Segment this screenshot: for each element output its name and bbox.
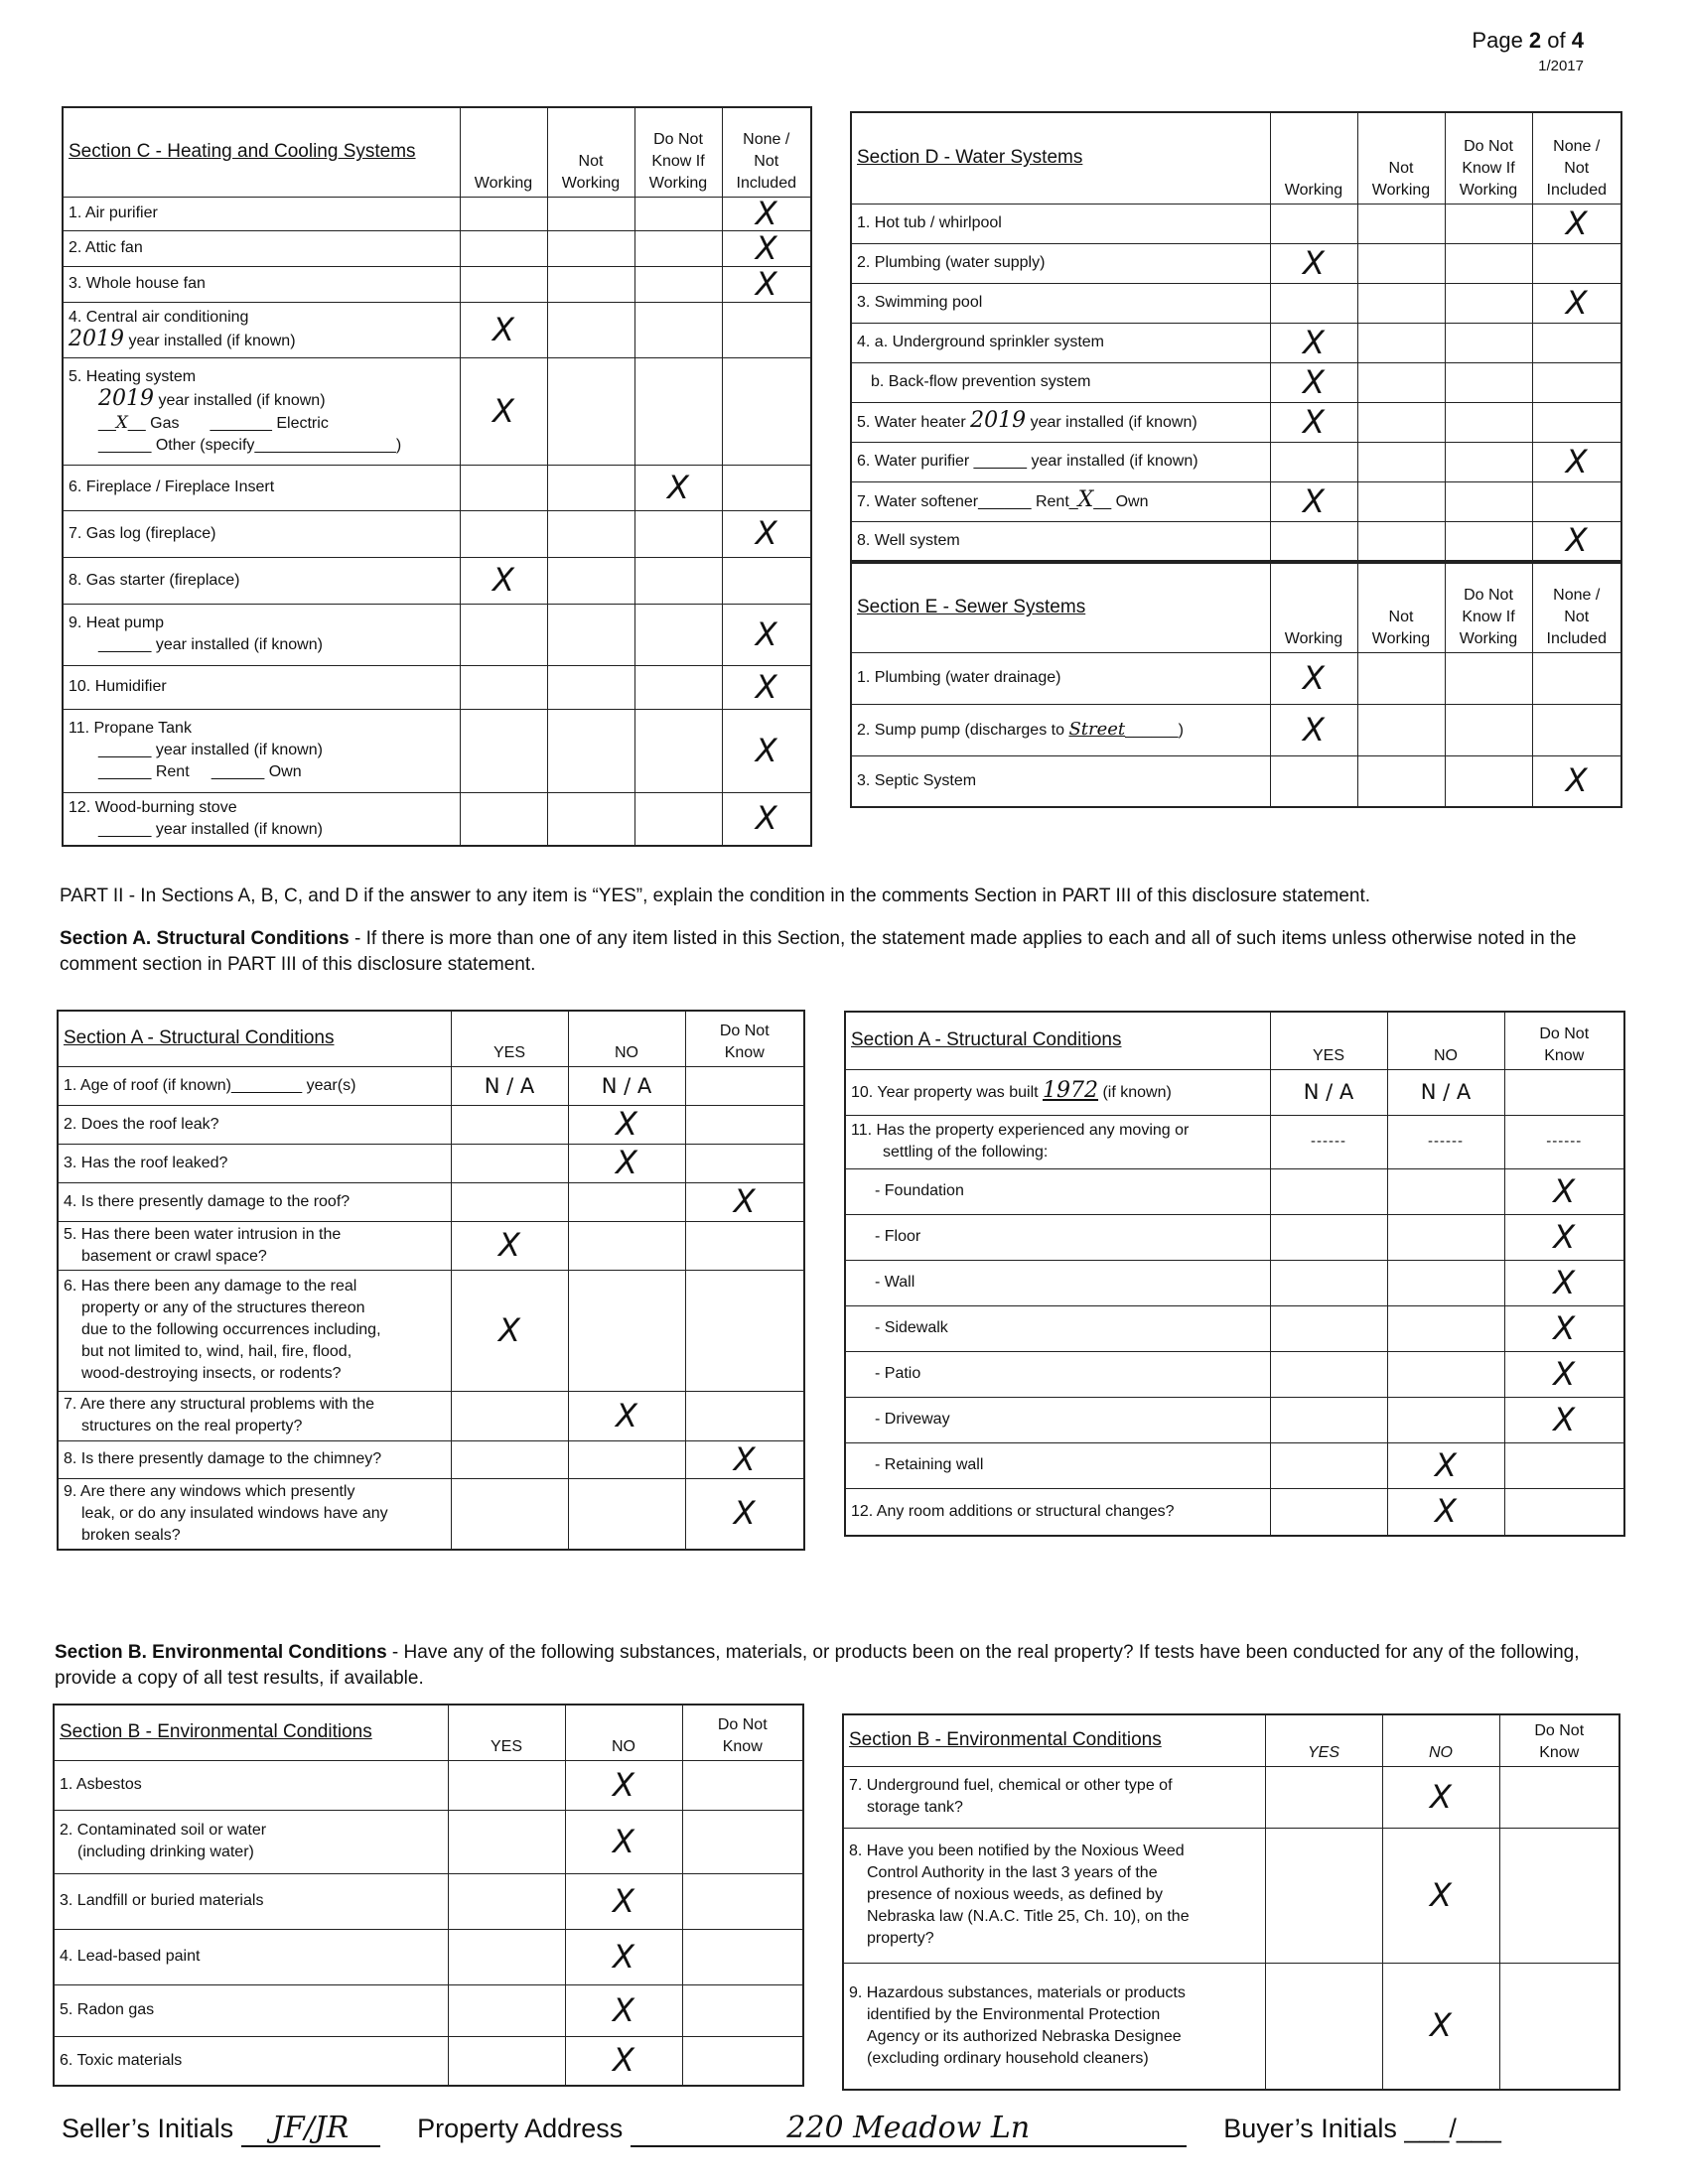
table-row [851, 323, 1621, 362]
check-mark: X [1565, 761, 1588, 800]
col-not-working: Not Working [1357, 112, 1445, 204]
check-mark: X [1430, 1875, 1452, 1914]
check-mark: X [616, 1396, 637, 1434]
item-label: 11. Has the property experienced any moving or settling of the following: [845, 1115, 1270, 1168]
buyer-initials-label: Buyer’s Initials [1223, 2114, 1397, 2143]
section-a-left-table [57, 1010, 805, 1551]
col-not-working: Not Working [547, 107, 634, 197]
check-mark: X [1553, 1263, 1576, 1301]
table-row [63, 230, 811, 266]
check-mark: X [1303, 243, 1325, 282]
table-row [851, 755, 1621, 807]
property-address-label: Property Address [417, 2114, 624, 2143]
table-row [54, 1984, 803, 2036]
check-mark: X [755, 194, 777, 232]
item-label: 7. Water softener______ Rent_X__ Own [851, 481, 1270, 521]
section-d-title: Section D - Water Systems [851, 112, 1270, 204]
section-b-left-table [53, 1704, 804, 2087]
table-row [54, 1929, 803, 1984]
table-row [845, 1069, 1624, 1115]
page-header [1472, 28, 1584, 74]
dash-placeholder: ------ [1311, 1133, 1346, 1150]
col-no: NO [1382, 1714, 1499, 1766]
col-do-not-know: Do Not Know If Working [1445, 112, 1532, 204]
table-row [58, 1066, 804, 1105]
col-do-not-know: Do Not Know If Working [1445, 563, 1532, 652]
check-mark: X [1565, 283, 1588, 322]
table-row [58, 1221, 804, 1270]
check-mark: X [613, 1765, 634, 1804]
check-mark: X [1303, 402, 1325, 441]
check-mark: X [1303, 658, 1325, 697]
handwritten-mark: X [115, 412, 128, 433]
table-row [63, 709, 811, 792]
section-d-table [850, 111, 1622, 562]
check-mark: X [1303, 710, 1325, 749]
buyer-initials-value: ___/___ [1404, 2114, 1501, 2143]
col-not-working: Not Working [1357, 563, 1445, 652]
table-row [851, 442, 1621, 481]
section-b-title: Section B - Environmental Conditions [54, 1705, 448, 1760]
check-mark: X [613, 1881, 634, 1920]
item-label: 1. Age of roof (if known)________ year(s) [58, 1066, 451, 1105]
check-mark: X [1553, 1400, 1576, 1438]
check-mark: X [613, 1990, 634, 2029]
table-row [845, 1442, 1624, 1488]
item-label: - Driveway [845, 1397, 1270, 1442]
check-mark: X [1435, 1492, 1457, 1531]
section-e-table [850, 562, 1622, 808]
check-mark: X [613, 2041, 634, 2080]
col-no: NO [565, 1705, 682, 1760]
seller-initials-value: JF/JR [241, 2111, 380, 2147]
item-label: 7. Gas log (fireplace) [63, 510, 460, 557]
item-label: 11. Propane Tank ______ year installed (if known) ______ Rent ______ Own [63, 709, 460, 792]
item-label: 2. Contaminated soil or water (including drinking water) [54, 1810, 448, 1873]
footer [62, 2111, 1650, 2147]
na-value: N / A [601, 1073, 652, 1098]
item-label: 2. Sump pump (discharges to Street______) [851, 704, 1270, 755]
table-row [63, 792, 811, 846]
check-mark: X [1553, 1308, 1576, 1347]
handwritten-year: 2019 [970, 408, 1027, 433]
item-label: 6. Water purifier ______ year installed (if known) [851, 442, 1270, 481]
col-yes: YES [1270, 1012, 1387, 1069]
table-row [845, 1351, 1624, 1397]
item-label: 6. Fireplace / Fireplace Insert [63, 465, 460, 510]
handwritten-mark: X [1077, 487, 1094, 512]
check-mark: X [498, 1226, 520, 1264]
check-mark: X [755, 731, 777, 769]
item-label: - Foundation [845, 1168, 1270, 1214]
check-mark: X [613, 1937, 634, 1976]
section-b-title: Section B - Environmental Conditions [843, 1714, 1265, 1766]
item-label: - Patio [845, 1351, 1270, 1397]
table-row [851, 704, 1621, 755]
item-label: 2. Plumbing (water supply) [851, 243, 1270, 283]
item-label: 8. Is there presently damage to the chimney? [58, 1440, 451, 1478]
table-row [843, 1828, 1619, 1963]
check-mark: X [616, 1144, 637, 1181]
item-label: 9. Heat pump ______ year installed (if known) [63, 604, 460, 665]
check-mark: X [755, 667, 777, 706]
item-label: - Retaining wall [845, 1442, 1270, 1488]
col-working: Working [1270, 563, 1357, 652]
table-row [63, 557, 811, 604]
table-row [845, 1168, 1624, 1214]
table-row [58, 1391, 804, 1440]
item-label: 2. Does the roof leak? [58, 1105, 451, 1144]
table-row [63, 197, 811, 230]
col-do-not-know: Do Not Know [1504, 1012, 1624, 1069]
item-label: 1. Air purifier [63, 197, 460, 230]
item-label: 2. Attic fan [63, 230, 460, 266]
col-none-included: None / Not Included [1532, 563, 1621, 652]
check-mark: X [733, 1182, 756, 1220]
item-label: 3. Landfill or buried materials [54, 1873, 448, 1929]
check-mark: X [1553, 1354, 1576, 1393]
item-label: 8. Have you been notified by the Noxious Weed Control Authority in the last 3 years of the presence of noxious weeds, as defined by Nebraska law (N.A.C. Title 25, Ch. 10), on the property? [843, 1828, 1265, 1963]
table-row [851, 283, 1621, 323]
check-mark: X [755, 614, 777, 653]
check-mark: X [1565, 521, 1588, 560]
col-yes: YES [448, 1705, 565, 1760]
check-mark: X [755, 514, 777, 552]
property-address-value: 220 Meadow Ln [631, 2111, 1187, 2147]
check-mark: X [1553, 1171, 1576, 1210]
item-label: - Wall [845, 1260, 1270, 1305]
check-mark: X [755, 228, 777, 267]
item-label: 10. Humidifier [63, 665, 460, 709]
table-row [851, 652, 1621, 704]
table-row [845, 1115, 1624, 1168]
table-row [54, 2036, 803, 2086]
table-row [851, 362, 1621, 402]
check-mark: X [492, 561, 514, 599]
col-yes: YES [1265, 1714, 1382, 1766]
check-mark: X [755, 799, 777, 838]
table-row [58, 1182, 804, 1221]
item-label: b. Back-flow prevention system [851, 362, 1270, 402]
section-a-title: Section A - Structural Conditions [58, 1011, 451, 1066]
check-mark: X [1303, 323, 1325, 361]
check-mark: X [1430, 1777, 1452, 1816]
dash-placeholder: ------ [1428, 1133, 1464, 1150]
part-ii-intro: PART II - In Sections A, B, C, and D if the answer to any item is “YES”, explain the condition in the comments Section in PART III of this disclosure statement. [60, 886, 1371, 906]
table-row [845, 1397, 1624, 1442]
table-row [63, 510, 811, 557]
col-do-not-know: Do Not Know If Working [634, 107, 722, 197]
table-row [63, 604, 811, 665]
table-row [63, 302, 811, 357]
check-mark: X [613, 1822, 634, 1860]
item-label: 9. Are there any windows which presently leak, or do any insulated windows have any broken seals? [58, 1478, 451, 1550]
table-row [58, 1144, 804, 1182]
section-b-right-table [842, 1713, 1620, 2091]
item-label: 9. Hazardous substances, materials or products identified by the Environmental Protection Agency or its authorized Nebraska Designee (excluding ordinary household cleaners) [843, 1963, 1265, 2090]
check-mark: X [492, 391, 514, 430]
table-row [851, 243, 1621, 283]
na-value: N / A [1420, 1080, 1472, 1104]
item-label: 8. Well system [851, 521, 1270, 561]
item-label: 10. Year property was built 1972 (if known) [845, 1069, 1270, 1115]
table-row [63, 357, 811, 465]
table-row [63, 665, 811, 709]
item-label: 6. Has there been any damage to the real property or any of the structures thereon due to the following occurrences including, but not limited to, wind, hail, fire, flood, wood-destroying insects, or rodents? [58, 1270, 451, 1391]
table-row [845, 1305, 1624, 1351]
table-row [843, 1766, 1619, 1828]
check-mark: X [1565, 442, 1588, 480]
item-label: 3. Septic System [851, 755, 1270, 807]
handwritten-year: 2019 [98, 385, 154, 411]
check-mark: X [1435, 1445, 1457, 1484]
check-mark: X [733, 1494, 756, 1533]
table-row [851, 481, 1621, 521]
col-working: Working [460, 107, 547, 197]
check-mark: X [1303, 362, 1325, 401]
table-row [851, 521, 1621, 561]
handwritten-destination: Street [1068, 718, 1126, 740]
form-date: 1/2017 [1538, 58, 1584, 74]
item-label: 3. Swimming pool [851, 283, 1270, 323]
check-mark: X [1565, 204, 1588, 242]
item-label: - Sidewalk [845, 1305, 1270, 1351]
table-row [63, 465, 811, 510]
item-label: 4. Lead-based paint [54, 1929, 448, 1984]
table-row [845, 1214, 1624, 1260]
table-row [54, 1873, 803, 1929]
section-e-title: Section E - Sewer Systems [851, 563, 1270, 652]
handwritten-year: 2019 [69, 327, 124, 351]
col-yes: YES [451, 1011, 568, 1066]
check-mark: X [733, 1439, 756, 1478]
page-number: Page 2 of 4 [1472, 28, 1584, 53]
col-no: NO [1387, 1012, 1504, 1069]
handwritten-year: 1972 [1043, 1078, 1099, 1103]
item-label: 7. Are there any structural problems with the structures on the real property? [58, 1391, 451, 1440]
item-label: 3. Has the roof leaked? [58, 1144, 451, 1182]
check-mark: X [498, 1310, 520, 1349]
table-row [845, 1260, 1624, 1305]
item-label: 5. Radon gas [54, 1984, 448, 2036]
section-b-intro: Section B. Environmental Conditions - Have any of the following substances, materials, or products been on the real property? If tests have been conducted for any of the following, provide a copy of all test results, if available. [55, 1642, 1580, 1689]
check-mark: X [755, 264, 777, 303]
col-do-not-know: Do Not Know [1499, 1714, 1619, 1766]
section-c-title: Section C - Heating and Cooling Systems [63, 107, 460, 197]
check-mark: X [667, 468, 689, 506]
table-row [58, 1478, 804, 1550]
col-do-not-know: Do Not Know [682, 1705, 803, 1760]
section-a-intro: Section A. Structural Conditions - If there is more than one of any item listed in this Section, the statement made applies to each and all of such items unless otherwise noted in the comment section in PART III of this disclosure statement. [60, 928, 1577, 975]
col-do-not-know: Do Not Know [685, 1011, 804, 1066]
item-label: 3. Whole house fan [63, 266, 460, 302]
item-label: 5. Heating system 2019 year installed (if known) __X__ Gas _______ Electric ______ Other (specify________________) [63, 357, 460, 465]
item-label: 12. Wood-burning stove ______ year installed (if known) [63, 792, 460, 846]
check-mark: X [616, 1105, 637, 1143]
table-row [58, 1105, 804, 1144]
seller-initials-label: Seller’s Initials [62, 2114, 234, 2143]
table-row [845, 1488, 1624, 1536]
table-row [63, 266, 811, 302]
item-label: 1. Hot tub / whirlpool [851, 204, 1270, 243]
section-a-title: Section A - Structural Conditions [845, 1012, 1270, 1069]
table-row [58, 1270, 804, 1391]
item-label: 12. Any room additions or structural changes? [845, 1488, 1270, 1536]
dash-placeholder: ------ [1546, 1133, 1583, 1150]
col-none-included: None / Not Included [722, 107, 811, 197]
section-a-right-table [844, 1011, 1625, 1537]
table-row [58, 1440, 804, 1478]
table-row [851, 204, 1621, 243]
table-row [851, 402, 1621, 442]
check-mark: X [1553, 1217, 1576, 1256]
table-row [54, 1760, 803, 1810]
item-label: - Floor [845, 1214, 1270, 1260]
na-value: N / A [484, 1073, 535, 1098]
item-label: 1. Plumbing (water drainage) [851, 652, 1270, 704]
col-working: Working [1270, 112, 1357, 204]
item-label: 4. a. Underground sprinkler system [851, 323, 1270, 362]
table-row [843, 1963, 1619, 2090]
check-mark: X [1430, 2006, 1452, 2045]
section-c-table [62, 106, 812, 847]
item-label: 8. Gas starter (fireplace) [63, 557, 460, 604]
check-mark: X [492, 310, 514, 348]
col-no: NO [568, 1011, 685, 1066]
item-label: 6. Toxic materials [54, 2036, 448, 2086]
check-mark: X [1303, 481, 1325, 520]
table-row [54, 1810, 803, 1873]
item-label: 7. Underground fuel, chemical or other type of storage tank? [843, 1766, 1265, 1828]
item-label: 4. Is there presently damage to the roof? [58, 1182, 451, 1221]
na-value: N / A [1303, 1080, 1354, 1104]
item-label: 5. Has there been water intrusion in the basement or crawl space? [58, 1221, 451, 1270]
item-label: 1. Asbestos [54, 1760, 448, 1810]
item-label: 5. Water heater 2019 year installed (if known) [851, 402, 1270, 442]
col-none-included: None / Not Included [1532, 112, 1621, 204]
item-label: 4. Central air conditioning 2019 year installed (if known) [63, 302, 460, 357]
